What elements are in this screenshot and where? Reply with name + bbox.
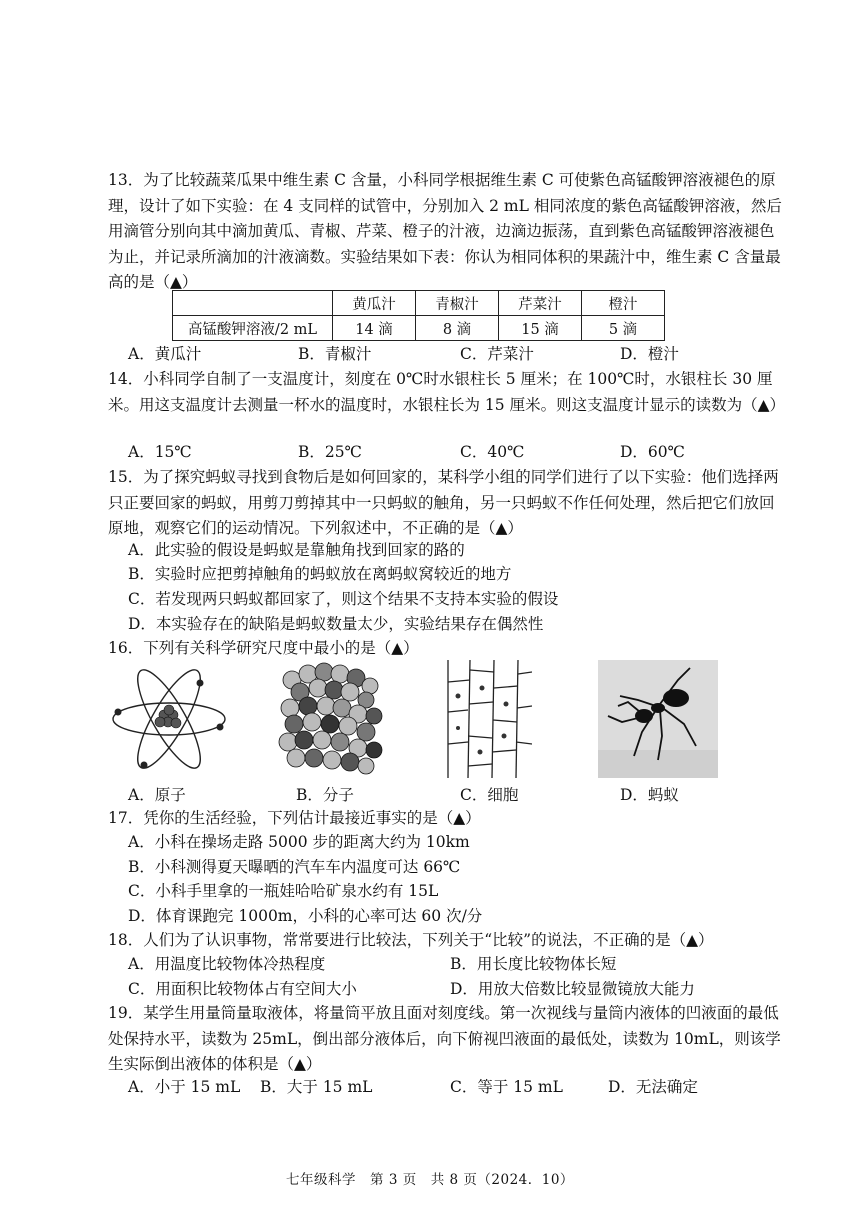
question-18-text: 18．人们为了认识事物，常常要进行比较法，下列关于“比较”的说法，不正确的是（▲） xyxy=(108,931,714,949)
table-row-label: 高锰酸钾溶液/2 mL xyxy=(173,316,333,341)
q17-option-b[interactable]: B．小科测得夏天曝晒的汽车车内温度可达 66℃ xyxy=(128,858,461,876)
molecule-image xyxy=(272,660,390,778)
table-header-orange: 橙汁 xyxy=(582,291,665,316)
table-cell-cucumber: 14 滴 xyxy=(333,316,416,341)
atom-image xyxy=(108,665,230,773)
q13-option-d[interactable]: D．橙汁 xyxy=(620,345,679,363)
question-13-text: 13．为了比较蔬菜瓜果中维生素 C 含量，小科同学根据维生素 C 可使紫色高锰酸钾溶液褪色的原理，设计了如下实验：在 4 支同样的试管中，分别加入 2 mL 相同浓度的紫色高锰酸钾溶液，然后用滴管分别向其中滴加黄瓜、青椒、芹菜、橙子的汁液，边滴边振荡，直到紫色高锰酸钾溶液褪色为止，并记录所滴加的汁液滴数。实验结果如下表：你认为相同体积的果蔬汁中，维生素 C 含量最高的是（▲） xyxy=(108,171,782,291)
q19-option-d[interactable]: D．无法确定 xyxy=(608,1078,698,1096)
q15-option-b[interactable]: B．实验时应把剪掉触角的蚂蚁放在离蚂蚁窝较近的地方 xyxy=(128,565,512,583)
table-cell-pepper: 8 滴 xyxy=(416,316,499,341)
table-header-empty xyxy=(173,291,333,316)
table-header-row xyxy=(173,291,665,316)
q13-options xyxy=(128,342,788,366)
q19-options xyxy=(128,1075,788,1099)
q15-option-d[interactable]: D．本实验存在的缺陷是蚂蚁数量太少，实验结果存在偶然性 xyxy=(128,615,544,633)
q19-option-b[interactable]: B．大于 15 mL xyxy=(260,1078,373,1096)
q16-option-a[interactable]: A．原子 xyxy=(128,786,186,804)
q14-option-d[interactable]: D．60℃ xyxy=(620,443,685,461)
cell-image xyxy=(440,660,532,778)
q16-option-c[interactable]: C．细胞 xyxy=(460,786,519,804)
q18-option-c[interactable]: C．用面积比较物体占有空间大小 xyxy=(128,980,357,998)
table-header-cucumber: 黄瓜汁 xyxy=(333,291,416,316)
question-16-text: 16．下列有关科学研究尺度中最小的是（▲） xyxy=(108,639,419,657)
question-14-text: 14．小科同学自制了一支温度计，刻度在 0℃时水银柱长 5 厘米；在 100℃时，水银柱长 30 厘米。用这支温度计去测量一杯水的温度时，水银柱长为 15 厘米。则这支温度计显示的读数为（▲） xyxy=(108,370,786,414)
q16-option-b[interactable]: B．分子 xyxy=(296,786,354,804)
table-cell-orange: 5 滴 xyxy=(582,316,665,341)
q15-option-a[interactable]: A．此实验的假设是蚂蚁是靠触角找到回家的路的 xyxy=(128,541,465,559)
q17-option-a[interactable]: A．小科在操场走路 5000 步的距离大约为 10km xyxy=(128,833,470,851)
table-row xyxy=(173,316,665,341)
question-15-text: 15．为了探究蚂蚁寻找到食物后是如何回家的，某科学小组的同学们进行了以下实验：他们选择两只正要回家的蚂蚁，用剪刀剪掉其中一只蚂蚁的触角，另一只蚂蚁不作任何处理，然后把它们放回原地，观察它们的运动情况。下列叙述中，不正确的是（▲） xyxy=(108,468,779,537)
table-header-celery: 芹菜汁 xyxy=(499,291,582,316)
q17-option-c[interactable]: C．小科手里拿的一瓶娃哈哈矿泉水约有 15L xyxy=(128,882,439,900)
q14-options xyxy=(128,440,788,464)
q18-options-row2 xyxy=(128,977,788,1001)
q18-options-row1 xyxy=(128,952,788,976)
ant-image xyxy=(598,660,718,778)
q16-option-d[interactable]: D．蚂蚁 xyxy=(620,786,679,804)
page-footer: 七年级科学 第 3 页 共 8 页（2024．10） xyxy=(286,1172,574,1188)
q19-option-c[interactable]: C．等于 15 mL xyxy=(450,1078,563,1096)
q18-option-a[interactable]: A．用温度比较物体冷热程度 xyxy=(128,955,326,973)
question-19-text: 19．某学生用量筒量取液体，将量筒平放且面对刻度线。第一次视线与量筒内液体的凹液面的最低处保持水平，读数为 25mL，倒出部分液体后，向下俯视凹液面的最低处，读数为 10mL，则该学生实际倒出液体的体积是（▲） xyxy=(108,1004,781,1073)
q14-option-c[interactable]: C．40℃ xyxy=(460,443,525,461)
q18-option-b[interactable]: B．用长度比较物体长短 xyxy=(450,955,617,973)
table-cell-celery: 15 滴 xyxy=(499,316,582,341)
q13-option-c[interactable]: C．芹菜汁 xyxy=(460,345,534,363)
q14-option-a[interactable]: A．15℃ xyxy=(128,443,192,461)
q15-option-c[interactable]: C．若发现两只蚂蚁都回家了，则这个结果不支持本实验的假设 xyxy=(128,590,559,608)
q14-option-b[interactable]: B．25℃ xyxy=(298,443,362,461)
q13-option-a[interactable]: A．黄瓜汁 xyxy=(128,345,202,363)
q13-option-b[interactable]: B．青椒汁 xyxy=(298,345,372,363)
juice-table xyxy=(172,290,665,341)
table-header-pepper: 青椒汁 xyxy=(416,291,499,316)
q17-option-d[interactable]: D．体育课跑完 1000m，小科的心率可达 60 次/分 xyxy=(128,907,483,925)
question-17-text: 17．凭你的生活经验，下列估计最接近事实的是（▲） xyxy=(108,809,481,827)
q18-option-d[interactable]: D．用放大倍数比较显微镜放大能力 xyxy=(450,980,695,998)
q19-option-a[interactable]: A．小于 15 mL xyxy=(128,1078,241,1096)
